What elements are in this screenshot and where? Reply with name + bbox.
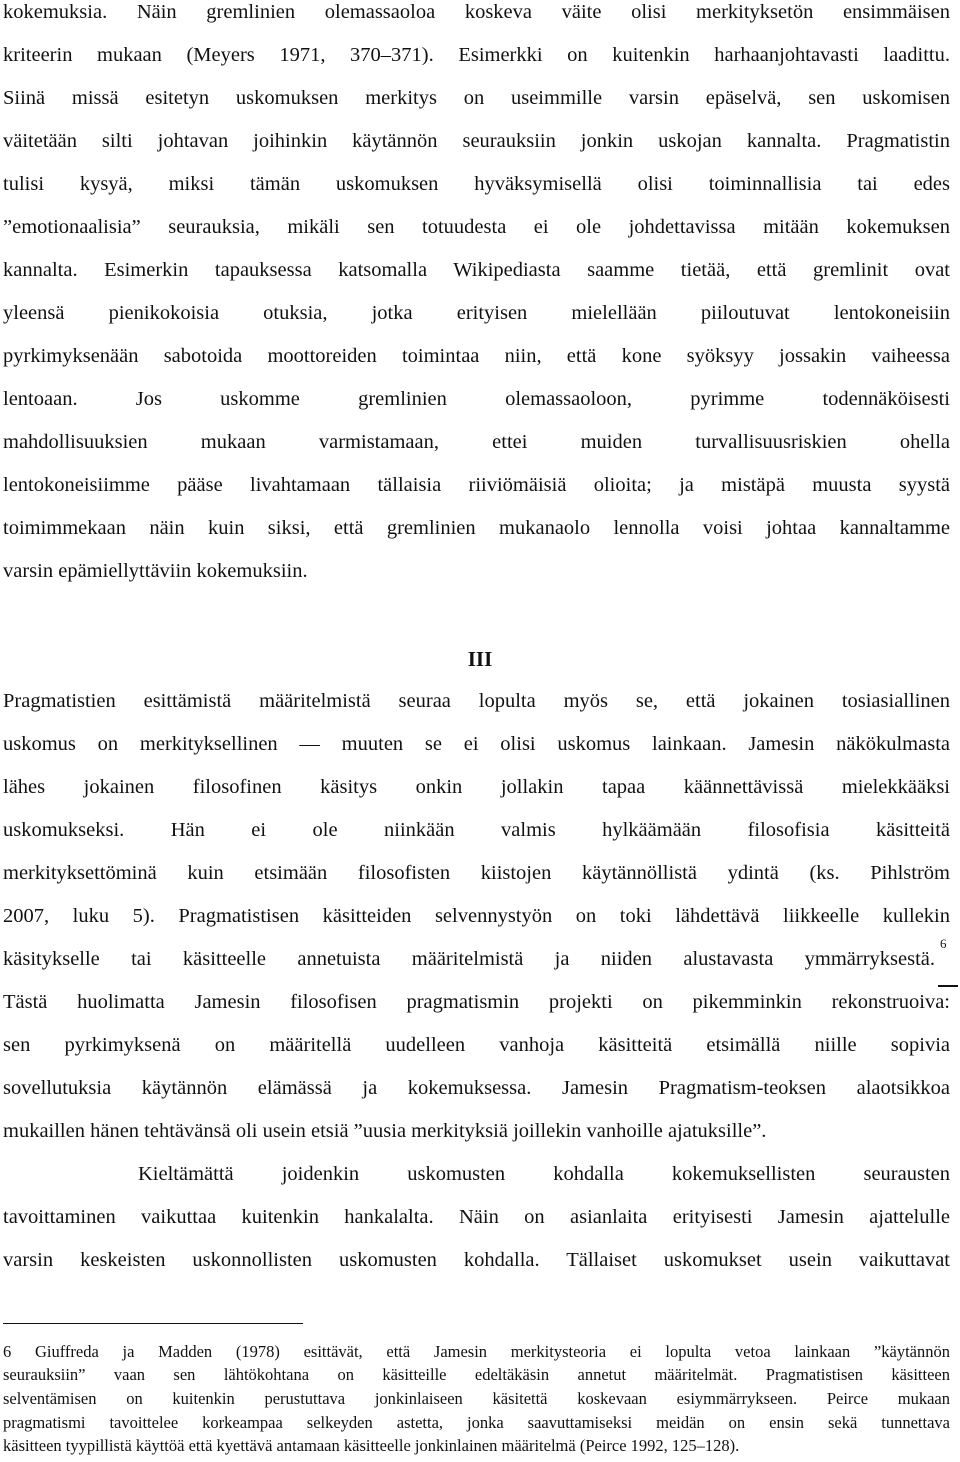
text-line: Kieltämättä joidenkin uskomusten kohdalla kokemuksellisten seurausten: [138, 1163, 950, 1185]
text-line: varsin epämiellyttäviin kokemuksiin.: [3, 560, 308, 582]
text-line: lentokoneisiimme pääse livahtamaan tällaisia riiviömäisiä olioita; ja mistäpä muusta syystä: [3, 474, 950, 496]
text-line: sen pyrkimyksenä on määritellä uudelleen vanhoja käsitteitä etsimällä niille sopivia: [3, 1034, 950, 1056]
text-line: väitetään silti johtavan joihinkin käytännön seurauksiin jonkin uskojan kannalta. Pragmatistin: [3, 130, 950, 152]
text-line: lentoaan. Jos uskomme gremlinien olemassaoloon, pyrimme todennäköisesti: [3, 388, 950, 410]
text-line: sovellutuksia käytännön elämässä ja kokemuksessa. Jamesin Pragmatism-teoksen alaotsikkoa: [3, 1077, 950, 1099]
text-line: mahdollisuuksien mukaan varmistamaan, ettei muiden turvallisuusriskien ohella: [3, 431, 950, 453]
text-line: uskomus on merkityksellinen — muuten se ei olisi uskomus lainkaan. Jamesin näkökulmasta: [3, 733, 950, 755]
text-line: 2007, luku 5). Pragmatistisen käsitteiden selvennystyön on toki lähdettävä liikkeelle kullekin: [3, 905, 950, 927]
text-line: kriteerin mukaan (Meyers 1971, 370–371). Esimerkki on kuitenkin harhaanjohtavasti laadittu.: [3, 44, 950, 66]
text-line: tavoittaminen vaikuttaa kuitenkin hankalalta. Näin on asianlaita erityisesti Jamesin ajattelulle: [3, 1206, 950, 1228]
text-line: yleensä pienikokoisia otuksia, jotka erityisen mielellään piiloutuvat lentokoneisiin: [3, 302, 950, 324]
footnote-line: selventämisen on kuitenkin perustuttava jonkinlaiseen käsitettä koskevaan esiymmärrykseen. Peirce mukaan: [3, 1389, 950, 1408]
footnote-reference: 6: [940, 936, 947, 951]
footnote-reference-underline: [938, 985, 958, 987]
text-line: Siinä missä esitetyn uskomuksen merkitys on useimmille varsin epäselvä, sen uskomisen: [3, 87, 950, 109]
text-line: käsitykselle tai käsitteelle annetuista määritelmistä ja niiden alustavasta ymmärryksestä.: [3, 948, 935, 970]
text-line: pyrkimyksenään sabotoida moottoreiden toimintaa niin, että kone syöksyy jossakin vaiheessa: [3, 345, 950, 367]
text-line: uskomukseksi. Hän ei ole niinkään valmis hylkäämään filosofisia käsitteitä: [3, 819, 950, 841]
text-line: kokemuksia. Näin gremlinien olemassaoloa koskeva väite olisi merkityksetön ensimmäisen: [3, 1, 950, 23]
text-line: kannalta. Esimerkin tapauksessa katsomalla Wikipediasta saamme tietää, että gremlinit ovat: [3, 259, 950, 281]
footnote-line: seurauksiin” vaan sen lähtökohtana on käsitteille edeltäkäsin annetut määritelmät. Pragmatistisen käsitteen: [3, 1365, 950, 1384]
section-heading: III: [467, 647, 493, 671]
footnote-separator: [3, 1323, 303, 1324]
footnote-line: 6 Giuffreda ja Madden (1978) esittävät, että Jamesin merkitysteoria ei lopulta vetoa lainkaan ”käytännön: [3, 1342, 950, 1361]
text-line: toimimmekaan näin kuin siksi, että gremlinien mukanaolo lennolla voisi johtaa kannaltamme: [3, 517, 950, 539]
text-line: mukaillen hänen tehtävänsä oli usein etsiä ”uusia merkityksiä joillekin vanhoille ajatuksille”.: [3, 1120, 767, 1142]
footnote-line: käsitteen tyypillistä käyttöä että kyettävä antamaan käsitteelle jonkinlainen määritelmä (Peirce 1992, 125–128).: [3, 1436, 740, 1455]
text-line: tulisi kysyä, miksi tämän uskomuksen hyväksymisellä olisi toiminnallisia tai edes: [3, 173, 950, 195]
footnote-line: pragmatismi tavoittelee korkeampaa selkeyden astetta, jonka saavuttamiseksi meidän on ensin sekä tunnettava: [3, 1413, 950, 1432]
text-line: Pragmatistien esittämistä määritelmistä seuraa lopulta myös se, että jokainen tosiasiallinen: [3, 690, 950, 712]
text-line: ”emotionaalisia” seurauksia, mikäli sen totuudesta ei ole johdettavissa mitään kokemuksen: [3, 216, 950, 238]
text-line: merkityksettöminä kuin etsimään filosofisten kiistojen käytännöllistä ydintä (ks. Pihlström: [3, 862, 950, 884]
text-line: Tästä huolimatta Jamesin filosofisen pragmatismin projekti on pikemminkin rekonstruoiva:: [3, 991, 950, 1013]
text-line: lähes jokainen filosofinen käsitys onkin jollakin tapaa käännettävissä mielekkääksi: [3, 776, 950, 798]
text-line: varsin keskeisten uskonnollisten uskomusten kohdalla. Tällaiset uskomukset usein vaikuttavat: [3, 1249, 950, 1271]
